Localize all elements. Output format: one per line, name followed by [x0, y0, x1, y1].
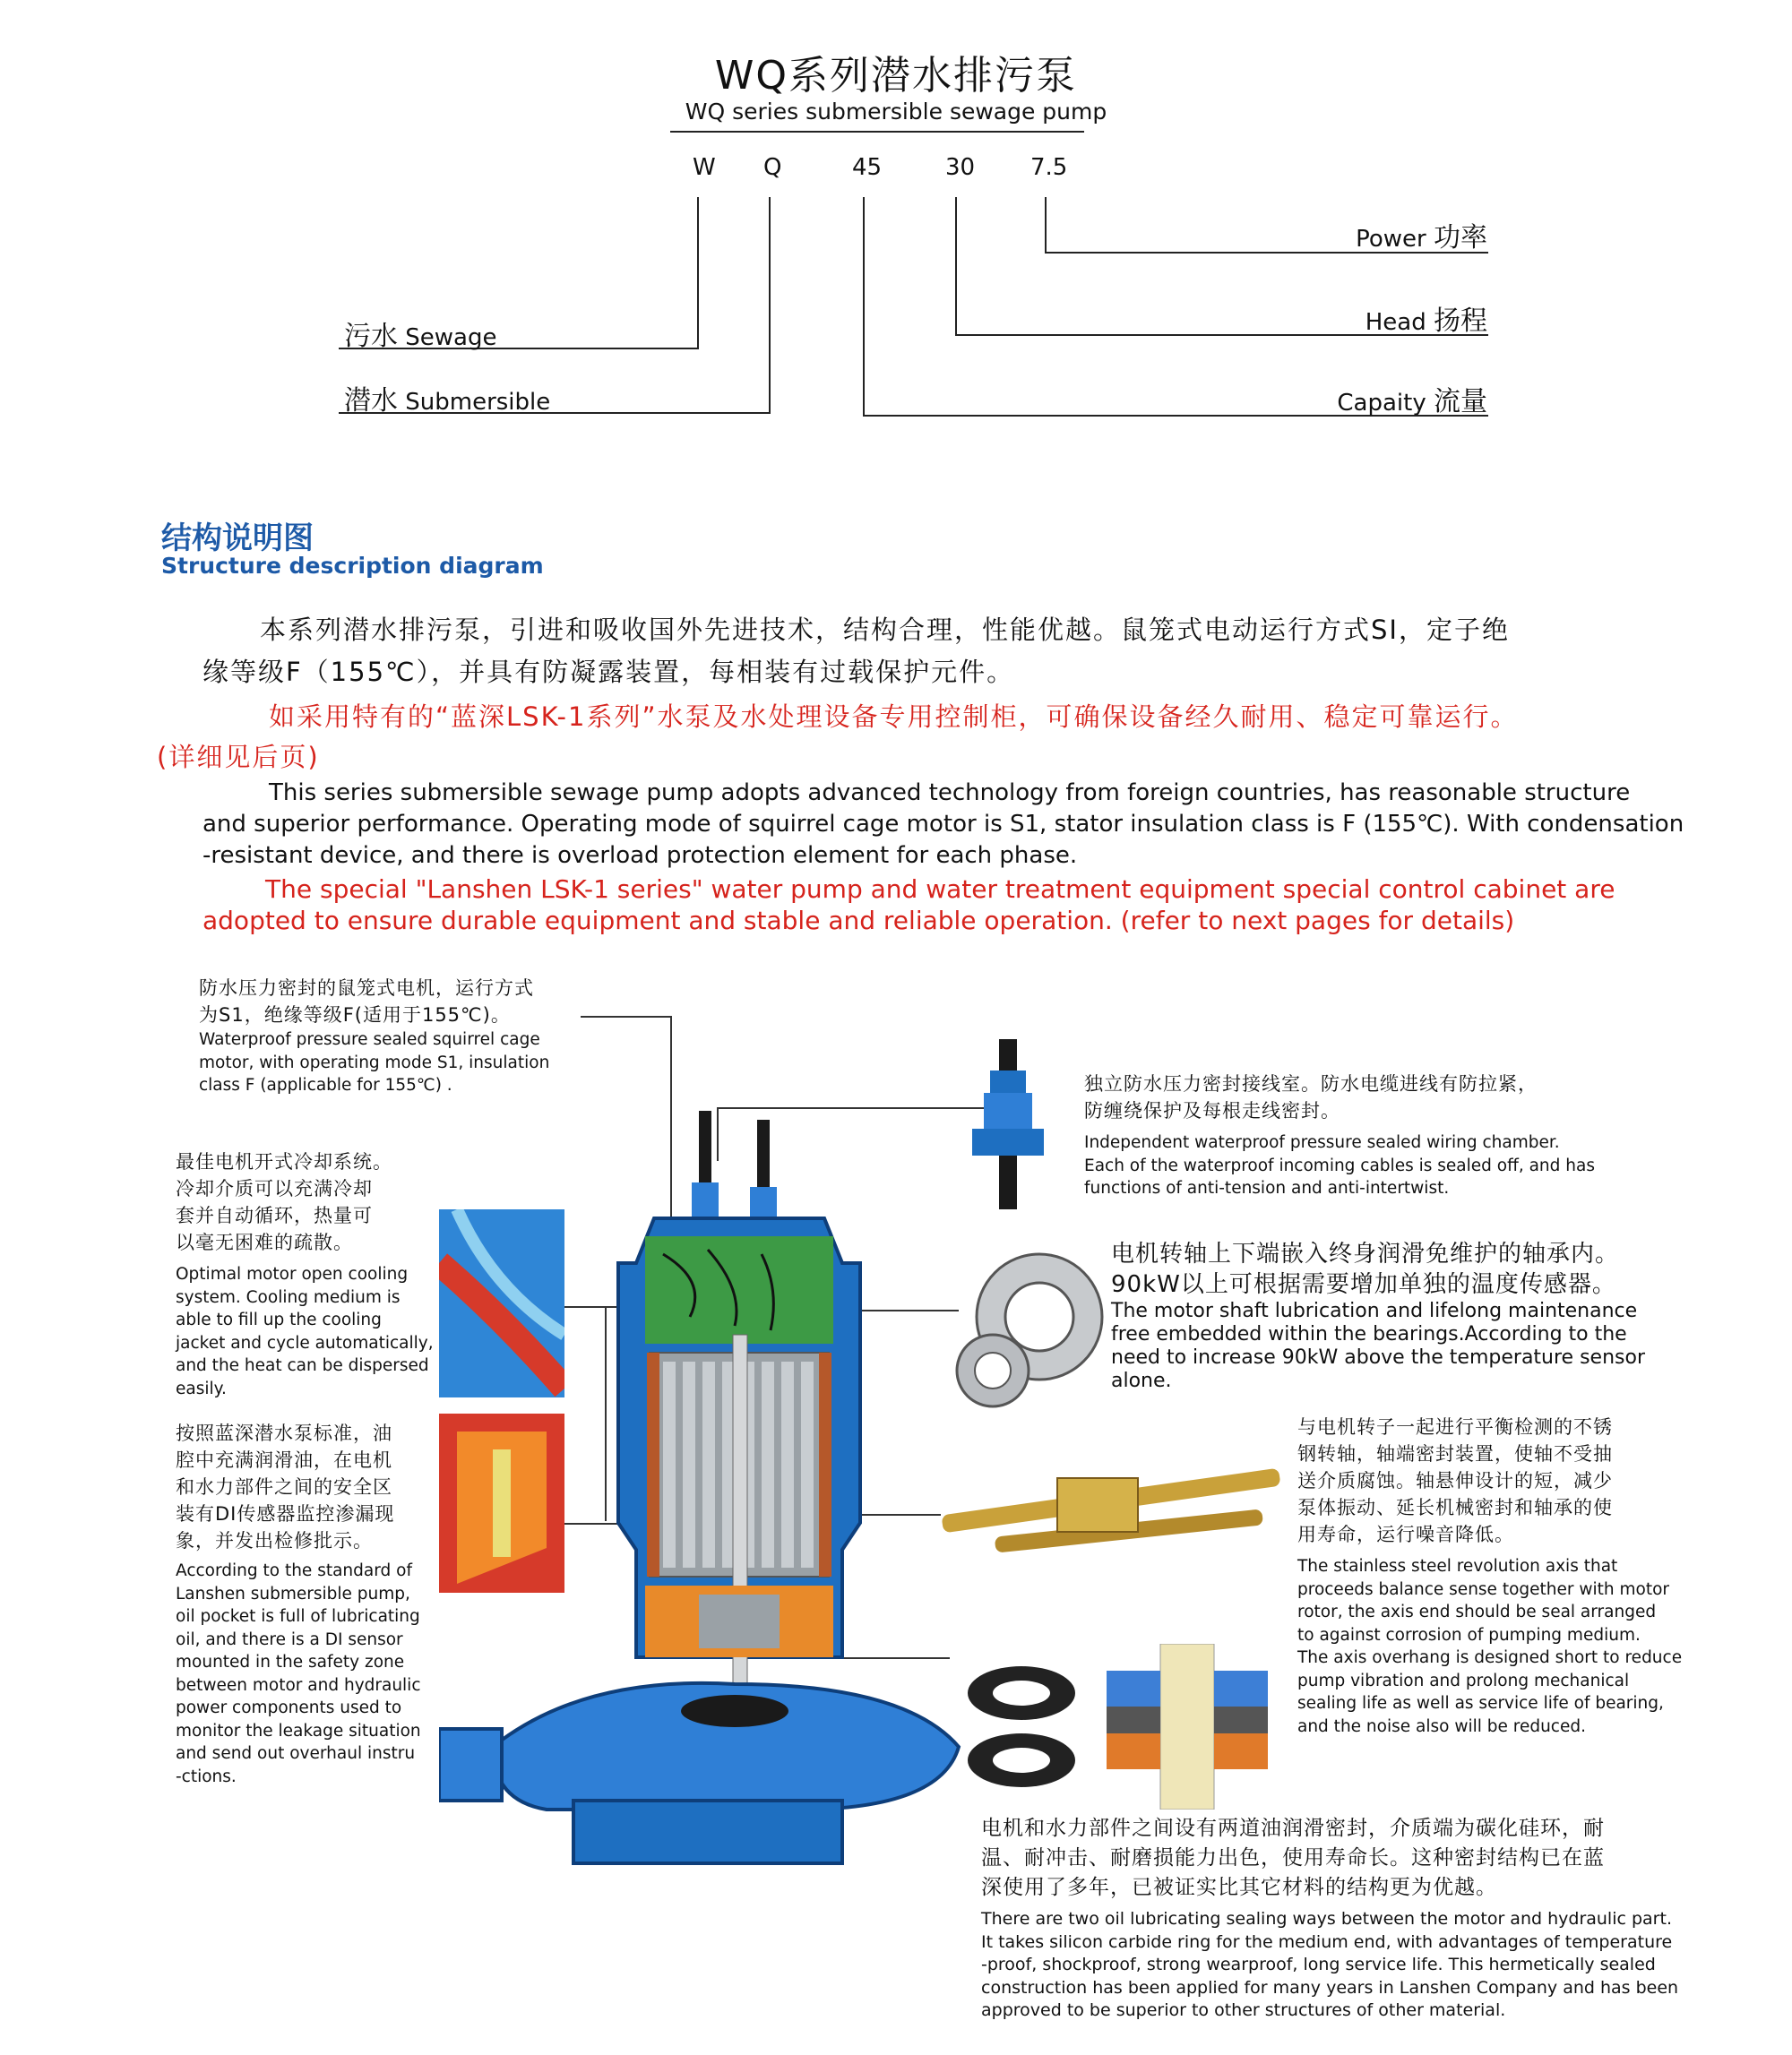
- title-underline: [670, 131, 1084, 133]
- code-power-line: [1045, 197, 1047, 253]
- bearing-annotation: 电机转轴上下端嵌入终身润滑免维护的轴承内。 90kW以上可根据需要增加单独的温度传感器。 The motor shaft lubrication and lifelong maintenance free embedded within the bearings.According to the need to increase 90kW above the temperature sensor alone.: [1111, 1241, 1645, 1392]
- seal-annotation: 电机和水力部件之间设有两道油润滑密封，介质端为碳化硅环，耐 温、耐冲击、耐磨损能力出色，使用寿命长。这种密封结构已在蓝 深使用了多年，已被证实比其它材料的结构更为优越。 There are two oil lubricating sealing ways between the motor and hydraulic part. It takes silicon carbide ring for the medium end, with advantages of temperature -proof, shockproof, strong wearproof, long service life. This hermetically sealed construction has been applied for many years in Lanshen Company and has been approved to be superior to other structures of other material.: [981, 1817, 1679, 2020]
- intro-cn-red-1: 如采用特有的“蓝深LSK-1系列”水泵及水处理设备专用控制柜，可确保设备经久耐用、稳定可靠运行。: [269, 701, 1519, 732]
- code-capacity-line: [863, 197, 865, 416]
- wiring-annotation: 独立防水压力密封接线室。防水电缆进线有防拉紧， 防缠绕保护及每根走线密封。 Independent waterproof pressure sealed wiring chamber. Each of the waterproof incoming cables is sealed off, and has functions of anti-tension and anti-intertwist.: [1084, 1073, 1595, 1198]
- oil-chamber-inset: [439, 1414, 564, 1593]
- code-w-line: [697, 197, 699, 349]
- seal-rings-image: [950, 1648, 1093, 1801]
- power-label: Power 功率: [1356, 222, 1487, 254]
- leader-motor-h: [581, 1016, 672, 1018]
- head-label: Head 扬程: [1365, 305, 1487, 337]
- code-power: 7.5: [1030, 154, 1068, 181]
- section-title-cn: 结构说明图: [161, 520, 314, 556]
- ball-bearing-image: [950, 1250, 1111, 1411]
- oil-annotation: 按照蓝深潜水泵标准，油 腔中充满润滑油，在电机 和水力部件之间的安全区 装有DI传感器监控渗漏现 象，并发出检修批示。 According to the standard of Lanshen submersible pump, oil pocket is full of lubricating oil, and there is a DI sensor mounted in the safety zone between motor and hydraulic power components used to monitor the leakage situation and send out overhaul instru -ctions.: [176, 1423, 421, 1786]
- code-q-line: [769, 197, 771, 414]
- intro-en-3: -resistant device, and there is overload protection element for each phase.: [202, 842, 1078, 869]
- intro-en-2: and superior performance. Operating mode of squirrel cage motor is S1, stator insulation class is F (155℃). With condensation: [202, 811, 1684, 838]
- intro-cn-1: 本系列潜水排污泵，引进和吸收国外先进技术，结构合理，性能优越。鼠笼式电动运行方式SI，定子绝: [260, 615, 1510, 645]
- rotor-shaft-image: [941, 1442, 1281, 1568]
- code-capacity: 45: [852, 154, 883, 181]
- cooling-annotation: 最佳电机开式冷却系统。 冷却介质可以充满冷却 套并自动循环，热量可 以毫无困难的疏散。 Optimal motor open cooling system. Cooling medium is able to fill up the cooling jacket and cycle automatically, and the heat can be dispersed easily.: [176, 1151, 434, 1398]
- sewage-label: 污水 Sewage: [344, 321, 497, 352]
- code-head: 30: [945, 154, 976, 181]
- intro-en-1: This series submersible sewage pump adopts advanced technology from foreign countries, has reasonable structure: [269, 779, 1631, 806]
- seal-cross-section-image: [1098, 1644, 1277, 1810]
- intro-cn-red-2: (详细见后页): [157, 742, 320, 772]
- section-title-en: Structure description diagram: [161, 553, 544, 579]
- intro-en-red-1: The special "Lanshen LSK-1 series" water pump and water treatment equipment special control cabinet are: [265, 874, 1615, 904]
- code-q: Q: [763, 154, 782, 181]
- code-w: W: [693, 154, 716, 181]
- intro-en-red-2: adopted to ensure durable equipment and stable and reliable operation. (refer to next pages for details): [202, 906, 1515, 935]
- submersible-label: 潜水 Submersible: [344, 385, 551, 417]
- page-subtitle: WQ series submersible sewage pump: [685, 99, 1107, 125]
- intro-cn-2: 缘等级F（155℃），并具有防凝露装置，每相装有过载保护元件。: [202, 657, 1015, 687]
- capacity-label: Capaity 流量: [1337, 386, 1487, 417]
- code-head-line: [955, 197, 957, 336]
- cable-gland-image: [968, 1039, 1048, 1218]
- motor-annotation: 防水压力密封的鼠笼式电机，运行方式 为S1，绝缘等级F(适用于155℃)。 Waterproof pressure sealed squirrel cage motor, with operating mode S1, insulation class F (applicable for 155℃) .: [199, 977, 550, 1095]
- page-title: WQ系列潜水排污泵: [714, 53, 1078, 99]
- shaft-annotation: 与电机转子一起进行平衡检测的不锈 钢转轴，轴端密封装置，使轴不受抽 送介质腐蚀。轴悬伸设计的短，减少 泵体振动、延长机械密封和轴承的使 用寿命，运行噪音降低。 The stainless steel revolution axis that proceeds balance sense together with motor rotor, the axis end should be seal arranged to against corrosion of pumping medium. The axis overhang is designed short to reduce pump vibration and prolong mechanical sealing life as well as service life of bearing, and the noise also will be reduced.: [1297, 1416, 1683, 1736]
- cooling-jacket-inset: [439, 1209, 564, 1397]
